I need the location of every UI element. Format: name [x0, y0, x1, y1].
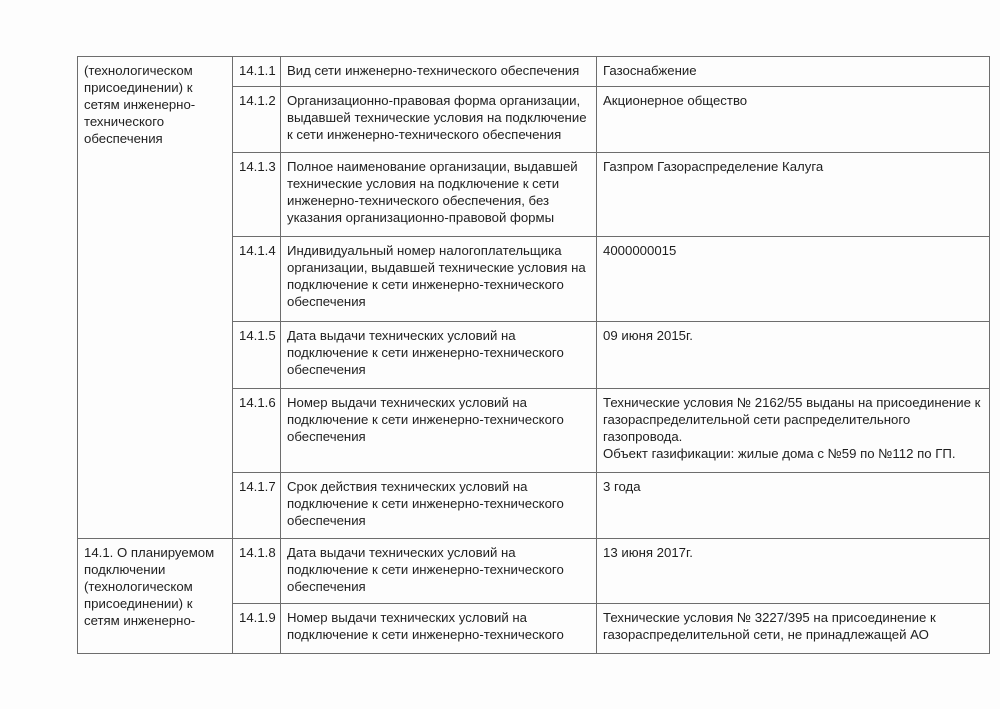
row-label: Вид сети инженерно-технического обеспечения: [281, 57, 597, 87]
row-number: 14.1.3: [233, 153, 281, 237]
row-number: 14.1.7: [233, 473, 281, 539]
row-number: 14.1.2: [233, 87, 281, 153]
section-label-line: 14.1. О планируемом: [84, 545, 215, 560]
row-label: Номер выдачи технических условий на подключение к сети инженерно-технического: [281, 604, 597, 654]
row-number: 14.1.4: [233, 237, 281, 322]
row-value-line: Газоснабжение: [603, 63, 697, 78]
section-label-line: технического: [84, 114, 165, 129]
row-value-line: Акционерное общество: [603, 93, 748, 108]
section-label-cell: [78, 57, 233, 539]
row-value: [597, 604, 990, 654]
row-value: [597, 473, 990, 539]
row-value-line: 13 июня 2017г.: [603, 545, 693, 560]
row-value-line: 3 года: [603, 479, 641, 494]
row-value-line: Технические условия № 2162/55 выданы на присоединение к газораспределительной сети распределительного газопровода.: [603, 395, 981, 444]
row-value: [597, 389, 990, 473]
row-label: Дата выдачи технических условий на подключение к сети инженерно-технического обеспечения: [281, 322, 597, 389]
row-label: Срок действия технических условий на подключение к сети инженерно-технического обеспечения: [281, 473, 597, 539]
table-row: [78, 539, 990, 604]
row-number: 14.1.5: [233, 322, 281, 389]
section-label-line: сетям инженерно-: [84, 97, 196, 112]
row-label: Организационно-правовая форма организации, выдавшей технические условия на подключение к сети инженерно-технического обеспечения: [281, 87, 597, 153]
table-row: [78, 57, 990, 87]
row-value-line: Технические условия № 3227/395 на присоединение к газораспределительной сети, не принадлежащей АО: [603, 610, 936, 642]
row-value-line: 09 июня 2015г.: [603, 328, 693, 343]
row-label: Дата выдачи технических условий на подключение к сети инженерно-технического обеспечения: [281, 539, 597, 604]
row-value: [597, 57, 990, 87]
row-label: Полное наименование организации, выдавшей технические условия на подключение к сети инженерно-технического обеспечения, без указания организационно-правовой формы: [281, 153, 597, 237]
section-label-line: подключении: [84, 562, 166, 577]
row-number: 14.1.1: [233, 57, 281, 87]
section-label-line: сетям инженерно-: [84, 613, 196, 628]
row-number: 14.1.9: [233, 604, 281, 654]
row-value: [597, 322, 990, 389]
row-number: 14.1.8: [233, 539, 281, 604]
section-label-cell: [78, 539, 233, 654]
row-value-line: Газпром Газораспределение Калуга: [603, 159, 824, 174]
section-label-line: (технологическом: [84, 63, 193, 78]
section-label-line: присоединении) к: [84, 80, 193, 95]
row-number: 14.1.6: [233, 389, 281, 473]
section-label-line: присоединении) к: [84, 596, 193, 611]
row-value-line: 4000000015: [603, 243, 677, 258]
row-value: [597, 153, 990, 237]
row-label: Номер выдачи технических условий на подключение к сети инженерно-технического обеспечения: [281, 389, 597, 473]
section-label-line: (технологическом: [84, 579, 193, 594]
row-label: Индивидуальный номер налогоплательщика организации, выдавшей технические условия на подключение к сети инженерно-технического обеспечения: [281, 237, 597, 322]
row-value: [597, 237, 990, 322]
row-value: [597, 539, 990, 604]
row-value: [597, 87, 990, 153]
row-value-line: Объект газификации: жилые дома с №59 по №112 по ГП.: [603, 446, 956, 461]
section-label-line: обеспечения: [84, 131, 163, 146]
disclosure-table: [77, 56, 990, 654]
